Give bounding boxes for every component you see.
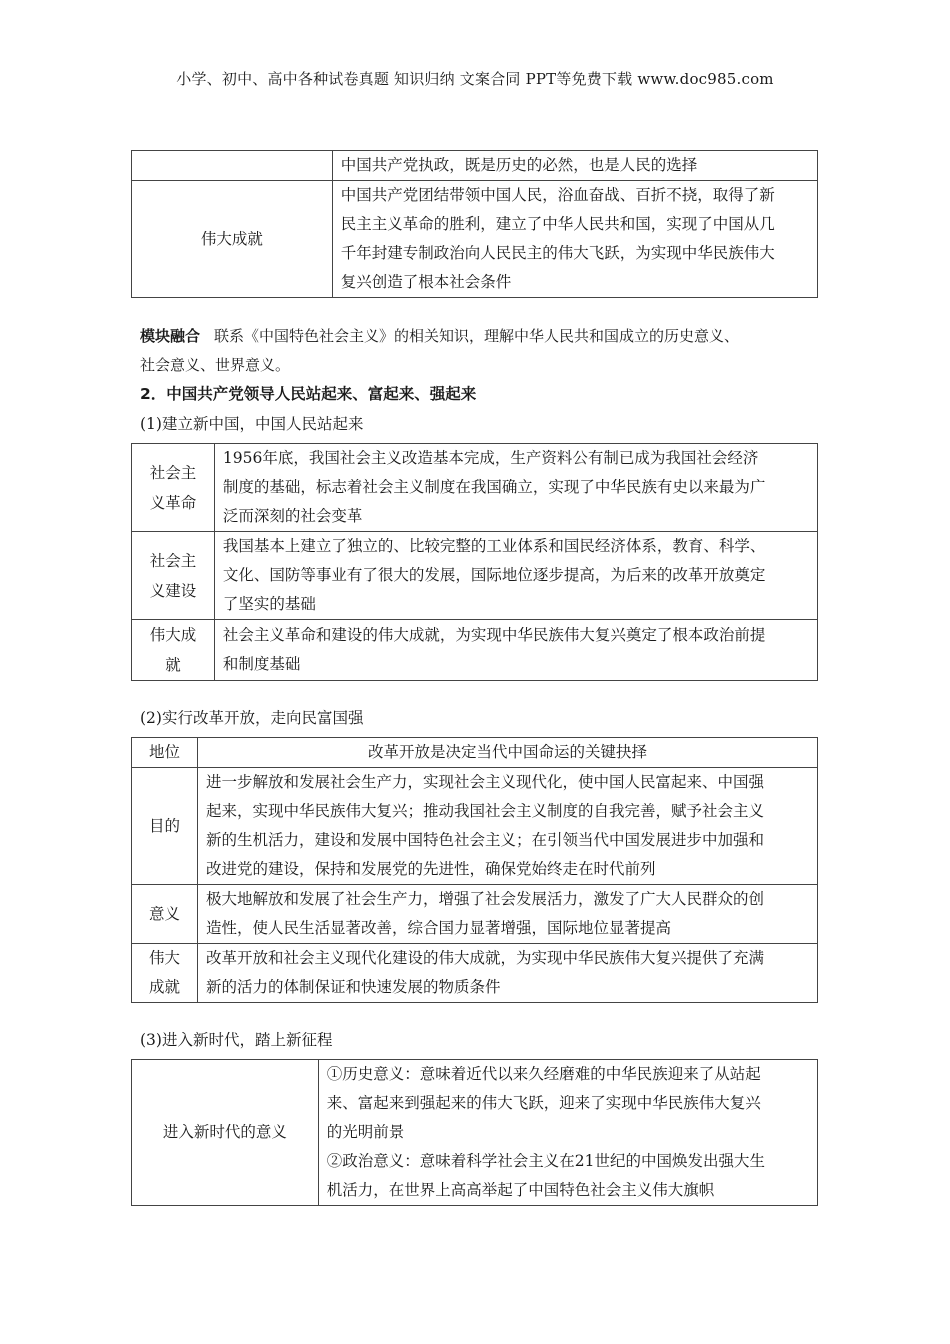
- table-row: [132, 444, 818, 532]
- text-line: 制度的基础，标志着社会主义制度在我国确立，实现了中华民族有史以来最为广: [222, 478, 766, 496]
- subsection-title-2: (2)实行改革开放，走向民富国强: [140, 709, 364, 727]
- text-line: 来、富起来到强起来的伟大飞跃，迎来了实现中华民族伟大复兴: [326, 1094, 761, 1112]
- table-reform-opening: [131, 737, 818, 1003]
- table-row: [132, 768, 818, 885]
- module-tag: 模块融合: [140, 327, 201, 345]
- text-line: 伟大: [148, 949, 180, 967]
- text-line: 成就: [148, 978, 180, 996]
- module-fusion-line2: 社会意义、世界意义。: [140, 356, 291, 374]
- text-line: 义革命: [149, 493, 197, 512]
- text-line: 造性，使人民生活显著改善，综合国力显著增强，国际地位显著提高: [205, 919, 671, 937]
- text-line: ②政治意义：意味着科学社会主义在21世纪的中国焕发出强大生: [326, 1152, 765, 1170]
- table-row: [132, 1060, 818, 1206]
- table-cell-content: [332, 181, 817, 298]
- text-line: 意义: [148, 904, 180, 923]
- table-row: [132, 620, 818, 681]
- text-line: 千年封建专制政治向人民民主的伟大飞跃，为实现中华民族伟大: [340, 244, 775, 262]
- text-line: 就: [165, 656, 181, 674]
- table-standing-up: [131, 443, 818, 681]
- text-line: 文化、国防等事业有了很大的发展，国际地位逐步提高，为后来的改革开放奠定: [222, 566, 766, 584]
- table-cell-content: [214, 532, 817, 620]
- text-line: 起来，实现中华民族伟大复兴；推动我国社会主义制度的自我完善，赋予社会主义: [205, 802, 764, 820]
- table-row: [132, 885, 818, 944]
- subsection-title-1: (1)建立新中国，中国人民站起来: [140, 415, 364, 433]
- table-row: [132, 738, 818, 768]
- text-line: 伟大成: [149, 626, 197, 644]
- table-cell-label: [132, 444, 215, 532]
- text-line: 社会主: [149, 551, 197, 570]
- text-line: 中国共产党团结带领中国人民，浴血奋战、百折不挠，取得了新: [340, 186, 775, 204]
- text-line: ①历史意义：意味着近代以来久经磨难的中华民族迎来了从站起: [326, 1065, 761, 1083]
- text-line: 我国基本上建立了独立的、比较完整的工业体系和国民经济体系，教育、科学、: [222, 537, 766, 555]
- text-line: 新的活力的体制保证和快速发展的物质条件: [205, 978, 501, 996]
- table-row: [132, 944, 818, 1003]
- table-cell-label: [132, 944, 198, 1003]
- table-cell-label: [132, 532, 215, 620]
- table-cell-content: 中国共产党执政，既是历史的必然，也是人民的选择: [332, 151, 817, 181]
- text-line: 改进党的建设，保持和发展党的先进性，确保党始终走在时代前列: [205, 860, 656, 878]
- table-row: [132, 532, 818, 620]
- text-line: 进一步解放和发展社会生产力，实现社会主义现代化，使中国人民富起来、中国强: [205, 773, 764, 791]
- text-line: 1956年底，我国社会主义改造基本完成，生产资料公有制已成为我国社会经济: [222, 449, 759, 467]
- text-line: 改革开放和社会主义现代化建设的伟大成就，为实现中华民族伟大复兴提供了充满: [205, 949, 764, 967]
- table-row: [132, 151, 818, 181]
- table-cell-label: 进入新时代的意义: [132, 1060, 319, 1206]
- text-line: 地位: [148, 743, 180, 761]
- text-line: 民主主义革命的胜利，建立了中华人民共和国，实现了中国从几: [340, 215, 775, 233]
- module-fusion-line1: [140, 321, 739, 351]
- text-line: 新的生机活力，建设和发展中国特色社会主义；在引领当代中国发展进步中加强和: [205, 831, 764, 849]
- text-line: 了坚实的基础: [222, 595, 316, 613]
- subsection-title-3: (3)进入新时代，踏上新征程: [140, 1031, 333, 1049]
- table-cell-content: [197, 768, 817, 885]
- section-heading: 2．中国共产党领导人民站起来、富起来、强起来: [140, 385, 477, 403]
- table-cell-content: [214, 444, 817, 532]
- table-cell-content: [214, 620, 817, 681]
- table-cell-label: [132, 738, 198, 768]
- text-line: 目的: [148, 816, 180, 835]
- table-cell-content: [197, 885, 817, 944]
- text-line: 的光明前景: [326, 1123, 405, 1141]
- table-cell-content: [197, 738, 817, 768]
- module-text: 联系《中国特色社会主义》的相关知识，理解中华人民共和国成立的历史意义、: [214, 327, 740, 345]
- table-new-era: [131, 1059, 818, 1206]
- page-header: 小学、初中、高中各种试卷真题 知识归纳 文案合同 PPT等免费下载 www.doc985.com: [176, 70, 774, 88]
- table-cell-content: [197, 944, 817, 1003]
- table-cell-label: [132, 620, 215, 681]
- text-line: 极大地解放和发展了社会生产力，增强了社会发展活力，激发了广大人民群众的创: [205, 890, 764, 908]
- text-line: 社会主: [149, 463, 197, 482]
- table-cell-label: 伟大成就: [132, 181, 333, 298]
- text-line: 义建设: [149, 581, 197, 600]
- text-line: 泛而深刻的社会变革: [222, 507, 363, 525]
- text-line: 改革开放是决定当代中国命运的关键抉择: [367, 743, 647, 761]
- text-line: 和制度基础: [222, 655, 301, 673]
- text-line: 复兴创造了根本社会条件: [340, 273, 512, 291]
- table-cell-label: [132, 768, 198, 885]
- text-line: 机活力，在世界上高高举起了中国特色社会主义伟大旗帜: [326, 1181, 715, 1199]
- table-row: [132, 181, 818, 298]
- table-founding-prc: [131, 150, 818, 298]
- table-cell-content: [318, 1060, 817, 1206]
- table-cell-label: [132, 151, 333, 181]
- text-line: 社会主义革命和建设的伟大成就，为实现中华民族伟大复兴奠定了根本政治前提: [222, 626, 766, 644]
- table-cell-label: [132, 885, 198, 944]
